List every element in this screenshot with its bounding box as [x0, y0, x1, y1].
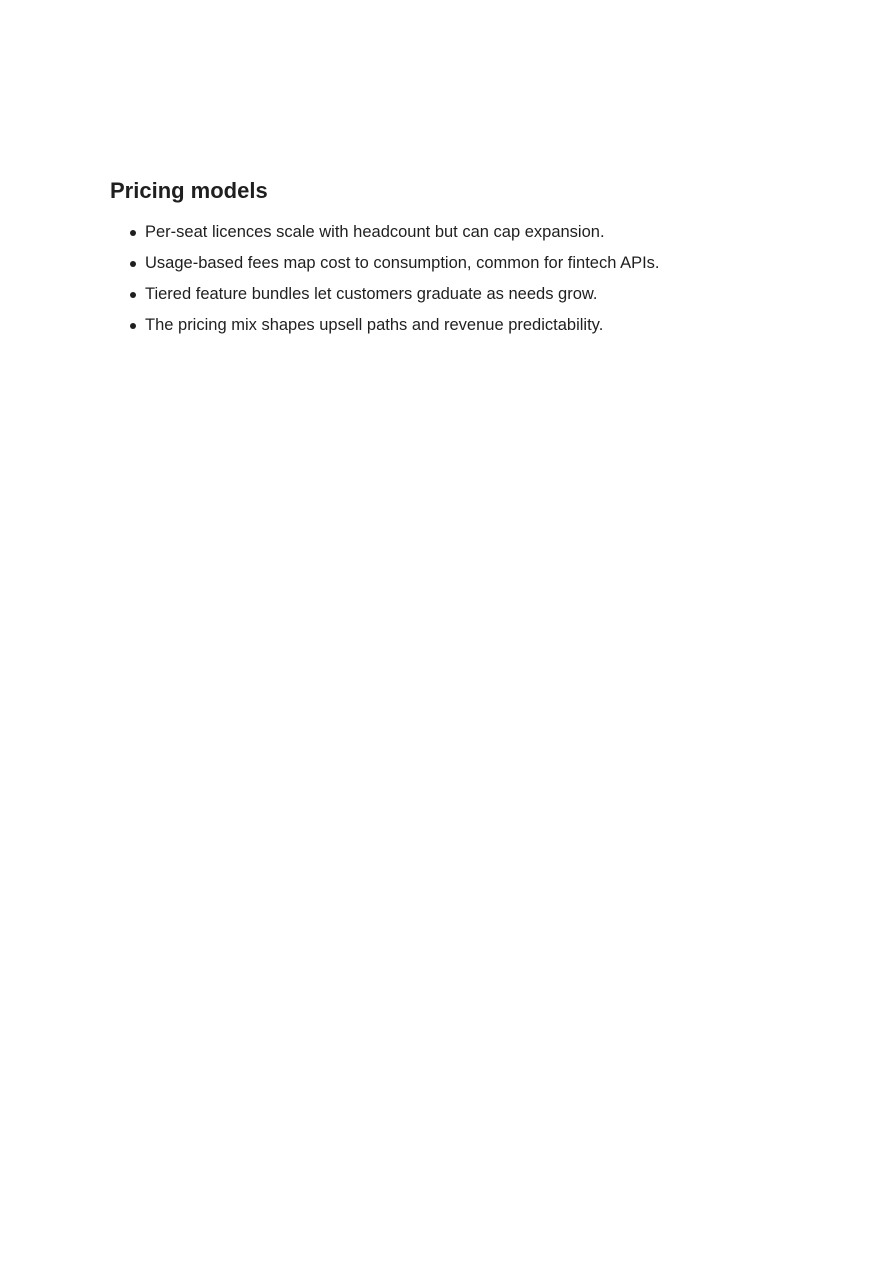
bullet-icon: [130, 230, 136, 236]
bullet-list: [110, 217, 810, 341]
list-item: [110, 279, 810, 310]
section-heading: Pricing models: [110, 178, 268, 203]
bullet-icon: [130, 261, 136, 267]
pricing-models-section: [110, 176, 810, 341]
list-item: [110, 248, 810, 279]
list-item-text: Tiered feature bundles let customers graduate as needs grow.: [145, 285, 598, 303]
bullet-icon: [130, 323, 136, 329]
list-item: [110, 217, 810, 248]
list-item: [110, 310, 810, 341]
list-item-text: Usage-based fees map cost to consumption, common for fintech APIs.: [145, 254, 660, 272]
bullet-icon: [130, 292, 136, 298]
list-item-text: Per-seat licences scale with headcount but can cap expansion.: [145, 223, 605, 241]
list-item-text: The pricing mix shapes upsell paths and revenue predictability.: [145, 316, 604, 334]
